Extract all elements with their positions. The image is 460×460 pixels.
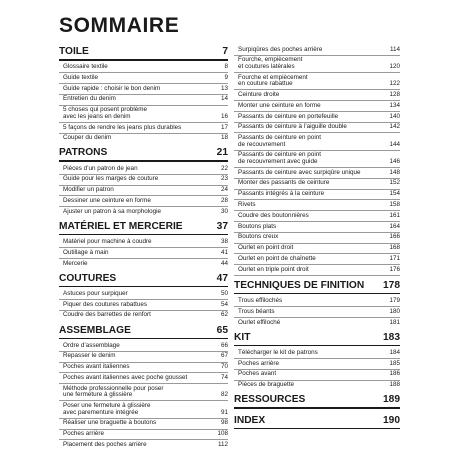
toc-entry-title: Télécharger le kit de patrons — [238, 348, 318, 356]
toc-entry-page: 188 — [389, 381, 400, 389]
section-heading[interactable] — [234, 331, 400, 344]
toc-entry-title: Monter une ceinture en forme — [238, 101, 321, 109]
toc-entry-title: Fourche et empiècement en couture rabattue — [238, 73, 308, 88]
toc-entry-page: 8 — [224, 63, 228, 71]
section-heading-page: 47 — [216, 272, 228, 284]
section-heading-title: MATÉRIEL ET MERCERIE — [59, 220, 183, 232]
toc-entry-title: Passants intégrés à la ceinture — [238, 190, 325, 198]
toc-entry-page: 154 — [389, 190, 400, 198]
toc-entry[interactable] — [234, 112, 400, 123]
toc-section-assemblage — [59, 324, 228, 451]
section-divider — [59, 59, 228, 61]
toc-entry-title: Coudre des barrettes de renfort — [63, 311, 151, 319]
toc-entry[interactable] — [59, 248, 228, 259]
toc-entry[interactable] — [234, 56, 400, 73]
section-heading-page: 190 — [383, 414, 400, 426]
section-heading-title: TECHNIQUES DE FINITION — [234, 279, 365, 291]
toc-entry[interactable] — [59, 106, 228, 123]
toc-entry[interactable] — [59, 175, 228, 186]
section-heading-page: 183 — [383, 331, 400, 343]
toc-entry-page: 23 — [220, 175, 228, 183]
toc-entry[interactable] — [59, 164, 228, 175]
toc-entry-title: Monter des passants de ceinture — [238, 179, 330, 187]
toc-entry[interactable] — [59, 289, 228, 300]
toc-entry-title: Pièces de braguette — [238, 381, 295, 389]
toc-entry[interactable] — [59, 95, 228, 106]
toc-section-index — [234, 414, 400, 430]
toc-entry-page: 62 — [220, 311, 228, 319]
toc-entry-title: Couper du denim — [63, 134, 112, 142]
section-heading-title: KIT — [234, 331, 251, 343]
toc-entry[interactable] — [234, 90, 400, 101]
toc-entry[interactable] — [234, 73, 400, 90]
toc-entry-title: Ourlet en point de chaînette — [238, 254, 316, 262]
section-heading-title: RESSOURCES — [234, 394, 306, 406]
toc-entry[interactable] — [234, 101, 400, 112]
section-divider — [234, 407, 400, 409]
toc-entry[interactable] — [234, 133, 400, 150]
toc-entry-page: 144 — [389, 140, 400, 148]
toc-entry[interactable] — [59, 440, 228, 450]
section-heading-page: 189 — [383, 394, 400, 406]
toc-entry[interactable] — [59, 196, 228, 207]
toc-entry-title: Poches arrière — [63, 430, 104, 438]
section-heading-title: PATRONS — [59, 147, 108, 159]
section-divider — [59, 234, 228, 236]
toc-entry[interactable] — [234, 179, 400, 190]
toc-entry-title: Outillage à main — [63, 248, 109, 256]
toc-entry[interactable] — [59, 134, 228, 144]
toc-entry[interactable] — [59, 73, 228, 84]
toc-entry-title: Ordre d’assemblage — [63, 341, 120, 349]
toc-entry[interactable] — [59, 352, 228, 363]
toc-entry-page: 82 — [220, 391, 228, 399]
toc-entry-title: Mercerie — [63, 259, 88, 267]
toc-entry[interactable] — [59, 401, 228, 418]
toc-entry-page: 28 — [220, 196, 228, 204]
toc-entry-page: 120 — [389, 62, 400, 70]
toc-entry-page: 91 — [220, 408, 228, 416]
toc-entry-title: Ourlet en triple point droit — [238, 265, 309, 273]
toc-entry[interactable] — [59, 63, 228, 74]
toc-section-techniques-de-finition — [234, 279, 400, 328]
toc-section-coutures — [59, 272, 228, 321]
toc-entry[interactable] — [59, 123, 228, 134]
toc-entry[interactable] — [59, 430, 228, 441]
toc-right-column — [234, 45, 400, 431]
toc-entry-page: 176 — [389, 265, 400, 273]
toc-entry[interactable] — [234, 359, 400, 370]
toc-entry-page: 13 — [220, 84, 228, 92]
toc-entry-page: 171 — [389, 254, 400, 262]
section-heading-title: INDEX — [234, 414, 266, 426]
toc-section-toile — [59, 45, 228, 143]
section-heading[interactable] — [59, 272, 228, 285]
toc-entry[interactable] — [59, 419, 228, 430]
section-heading[interactable] — [59, 220, 228, 233]
toc-entry-page: 112 — [217, 440, 228, 448]
toc-entry-title: Passants de ceinture à l’aiguille double — [238, 123, 347, 131]
toc-entry[interactable] — [234, 370, 400, 381]
toc-section-ressources — [234, 393, 400, 409]
toc-entry-title: Passants de ceinture en point de recouvrement — [238, 134, 321, 148]
toc-entry-page: 166 — [389, 233, 400, 241]
toc-entry[interactable] — [234, 307, 400, 318]
section-heading[interactable] — [59, 45, 228, 58]
toc-entry[interactable] — [59, 259, 228, 269]
toc-entry[interactable] — [234, 190, 400, 201]
toc-entry-title: Trous effilochés — [238, 296, 283, 304]
toc-entry-page: 142 — [389, 123, 400, 131]
toc-entry-title: Dessiner une ceinture en forme — [63, 196, 151, 204]
section-heading-title: ASSEMBLAGE — [59, 324, 131, 336]
toc-entry[interactable] — [234, 348, 400, 359]
toc-entry-title: Guide rapide : choisir le bon denim — [63, 84, 161, 92]
section-divider — [59, 286, 228, 288]
toc-entry-page: 9 — [224, 73, 228, 81]
toc-entry-title: Surpiqûres des poches arrière — [238, 45, 323, 53]
toc-entry-title: Boutons plats — [238, 222, 277, 230]
toc-entry-page: 44 — [220, 259, 228, 267]
toc-entry-title: Modifier un patron — [63, 186, 114, 194]
toc-entry[interactable] — [59, 237, 228, 248]
toc-entry-page: 22 — [220, 164, 228, 172]
page-title: SOMMAIRE — [59, 14, 180, 37]
toc-entry-page: 140 — [389, 112, 400, 120]
toc-entry[interactable] — [59, 373, 228, 384]
toc-entry-page: 24 — [220, 186, 228, 194]
toc-entry[interactable] — [59, 300, 228, 311]
section-divider — [234, 293, 400, 295]
toc-entry-page: 30 — [220, 207, 228, 215]
section-heading-page: 65 — [216, 324, 228, 336]
toc-entry-page: 14 — [220, 95, 228, 103]
section-heading-title: COUTURES — [59, 272, 117, 284]
toc-entry-title: Réaliser une braguette à boutons — [63, 419, 157, 427]
toc-entry-page: 186 — [389, 370, 400, 378]
toc-entry-page: 179 — [389, 296, 400, 304]
toc-entry-page: 168 — [389, 244, 400, 252]
section-divider — [234, 428, 400, 430]
toc-section-materiel-et-mercerie — [59, 220, 228, 269]
toc-entry-page: 148 — [389, 168, 400, 176]
toc-entry-page: 50 — [220, 289, 228, 297]
toc-entry-title: Ourlet effiloché — [238, 318, 281, 326]
toc-entry-page: 108 — [217, 430, 228, 438]
toc-entry[interactable] — [234, 265, 400, 276]
section-heading-page: 7 — [222, 46, 228, 57]
toc-entry-page: 98 — [220, 419, 228, 427]
toc-entry[interactable] — [234, 222, 400, 233]
toc-entry[interactable] — [234, 45, 400, 56]
toc-entry[interactable] — [59, 311, 228, 321]
toc-entry-page: 158 — [389, 200, 400, 208]
toc-entry[interactable] — [234, 254, 400, 265]
toc-entry-title: 5 façons de rendre les jeans plus durables — [63, 123, 182, 131]
toc-entry-page: 67 — [220, 352, 228, 360]
toc-entry[interactable] — [59, 341, 228, 352]
toc-entry-title: Poches arrière — [238, 359, 279, 367]
toc-entry-page: 18 — [220, 134, 228, 142]
toc-entry-title: Méthode professionnelle pour poser une fermeture à glissière — [63, 384, 164, 399]
toc-entry-page: 114 — [389, 45, 400, 53]
toc-entry[interactable] — [234, 381, 400, 391]
toc-entry-title: Placement des poches arrière — [63, 440, 147, 448]
toc-entry-page: 66 — [220, 341, 228, 349]
toc-entry[interactable] — [59, 384, 228, 401]
section-heading-page: 21 — [216, 147, 228, 159]
toc-entry-page: 74 — [220, 374, 228, 381]
toc-entry-title: Piquer des coutures rabattues — [63, 300, 148, 308]
toc-entry[interactable] — [234, 151, 400, 168]
toc-entry-title: Entretien du denim — [63, 95, 116, 103]
toc-entry-page: 180 — [389, 307, 400, 315]
toc-entry-title: Boutons creux — [238, 233, 279, 241]
toc-entry[interactable] — [234, 233, 400, 244]
toc-entry-title: Fourche, empiècement et coutures latérales — [238, 56, 303, 70]
toc-entry[interactable] — [234, 244, 400, 255]
toc-entry[interactable] — [234, 168, 400, 179]
toc-entry-title: Ourlet en point droit — [238, 244, 294, 252]
toc-entry-title: Matériel pour machine à coudre — [63, 237, 152, 245]
toc-entry-page: 70 — [220, 363, 228, 371]
toc-entry-page: 184 — [389, 348, 400, 356]
section-heading-title: TOILE — [59, 46, 89, 57]
section-heading[interactable] — [234, 393, 400, 406]
toc-entry-title: 5 choses qui posent problème avec les jeans en denim — [63, 106, 148, 120]
toc-entry-page: 146 — [389, 157, 400, 165]
toc-entry[interactable] — [59, 186, 228, 197]
toc-entry[interactable] — [234, 123, 400, 134]
section-divider — [59, 160, 228, 162]
toc-entry-page: 164 — [389, 222, 400, 230]
toc-entry-page: 16 — [220, 112, 228, 120]
toc-entry-title: Ceinture droite — [238, 90, 280, 98]
section-heading-page: 37 — [216, 220, 228, 232]
toc-entry-title: Guide pour les marges de couture — [63, 175, 159, 183]
toc-entry-title: Pièces d’un patron de jean — [63, 164, 138, 172]
toc-entry-title: Ajuster un patron à sa morphologie — [63, 207, 162, 215]
section-divider — [59, 338, 228, 340]
section-heading[interactable] — [59, 146, 228, 159]
toc-entry-page: 38 — [220, 237, 228, 245]
section-heading[interactable] — [234, 279, 400, 292]
toc-entry-title: Guide textile — [63, 73, 99, 81]
toc-entry-title: Passants de ceinture avec surpiqûre unique — [238, 168, 361, 176]
toc-entry-page: 185 — [389, 359, 400, 367]
toc-entry[interactable] — [234, 296, 400, 307]
toc-entry-title: Poches avant italiennes — [63, 363, 130, 371]
toc-entry-title: Poches avant — [238, 370, 277, 378]
toc-entry[interactable] — [234, 200, 400, 211]
toc-entry-title: Passants de ceinture en portefeuille — [238, 112, 339, 120]
toc-entry-title: Trous béants — [238, 307, 275, 315]
toc-entry-page: 122 — [389, 80, 400, 88]
toc-entry-title: Passants de ceinture en point de recouvrement avec guide — [238, 151, 321, 165]
toc-entry[interactable] — [234, 211, 400, 222]
toc-entry-page: 134 — [389, 101, 400, 109]
toc-entry-page: 54 — [220, 300, 228, 308]
toc-entry-title: Poches avant italiennes avec poche gousset — [63, 374, 188, 381]
toc-entry[interactable] — [59, 363, 228, 374]
toc-entry-title: Astuces pour surpiquer — [63, 289, 128, 297]
toc-entry-page: 17 — [220, 123, 228, 131]
toc-entry-page: 41 — [220, 248, 228, 256]
toc-entry[interactable] — [59, 84, 228, 95]
toc-entry-title: Coudre des boutonnières — [238, 211, 309, 219]
toc-entry-title: Repasser le denim — [63, 352, 116, 360]
toc-entry[interactable] — [59, 207, 228, 217]
toc-entry-page: 152 — [389, 179, 400, 187]
toc-section-patrons — [59, 146, 228, 216]
toc-entry-title: Poser une fermeture à glissière avec parementure intégrée — [63, 402, 151, 416]
toc-section-kit — [234, 331, 400, 391]
toc-left-column — [59, 45, 228, 450]
section-heading[interactable] — [59, 324, 228, 337]
toc-entry-title: Glossaire textile — [63, 63, 108, 71]
section-heading-page: 178 — [383, 279, 400, 291]
toc-entry-page: 181 — [389, 318, 400, 326]
toc-entry-title: Rivets — [238, 200, 256, 208]
toc-entry-page: 161 — [389, 211, 400, 219]
toc-entry-page: 128 — [389, 90, 400, 98]
toc-entry[interactable] — [234, 318, 400, 328]
section-heading[interactable] — [234, 414, 400, 427]
section-divider — [234, 345, 400, 347]
